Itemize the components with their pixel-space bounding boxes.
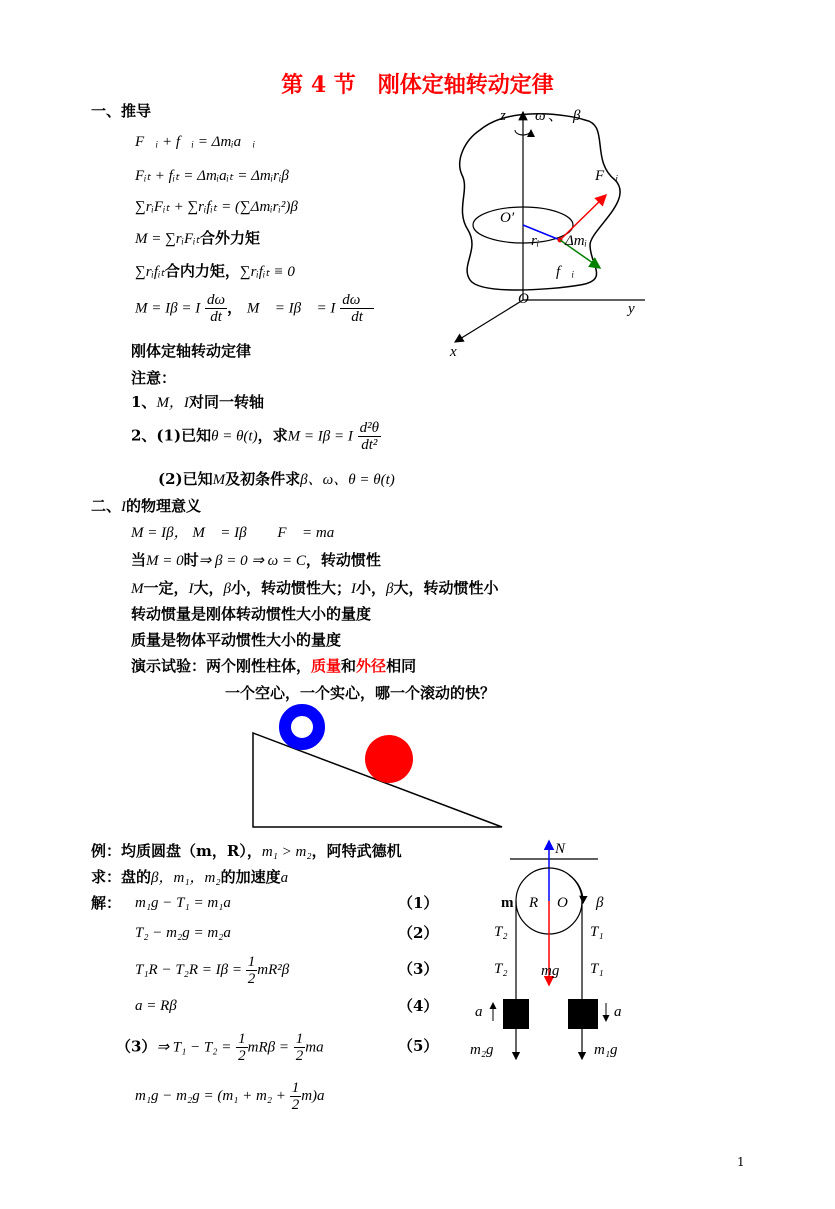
e5-frac2: $\frac{1}{2}$ bbox=[295, 1031, 304, 1064]
eq5-math: ∑rᵢfᵢₜ bbox=[135, 264, 165, 280]
sec2-line3 bbox=[131, 579, 499, 598]
l3-beta2: β bbox=[386, 581, 394, 597]
e5-c: ma bbox=[305, 1039, 324, 1056]
section2-heading bbox=[91, 497, 201, 516]
label-sep: 、 bbox=[548, 108, 564, 124]
l6-diameter: 外径 bbox=[356, 657, 387, 675]
label-a-right: a bbox=[614, 1004, 622, 1020]
section1-heading: 一、推导 bbox=[91, 102, 152, 120]
label-fi: f⃗ᵢ bbox=[556, 264, 575, 280]
l6-a: 演示试验：两个刚性柱体， bbox=[131, 657, 312, 675]
example-line2 bbox=[91, 868, 288, 887]
label-T2-lower: T₂ bbox=[494, 961, 508, 977]
label-T1-lower: T₁ bbox=[590, 961, 604, 977]
l3-b2: 小，转动惯性大； bbox=[231, 579, 352, 597]
eq-number-4: （4） bbox=[398, 997, 439, 1015]
label-mg: mg bbox=[541, 963, 560, 979]
e5-a: ⇒ T₁ − T₂ = bbox=[156, 1039, 232, 1056]
e3-a: T₁R − T₂R = Iβ = bbox=[135, 961, 243, 978]
label-z: z bbox=[500, 108, 506, 124]
label-y: y bbox=[628, 301, 635, 317]
eq-number-3: （3） bbox=[398, 960, 439, 978]
sec2-text: 的物理意义 bbox=[126, 497, 202, 515]
ex-l2-math2: a bbox=[280, 870, 289, 886]
solution-eq6 bbox=[135, 1080, 325, 1113]
eq5-text: 合内力矩， bbox=[164, 262, 240, 280]
label-O: O bbox=[557, 895, 568, 911]
note-2 bbox=[131, 420, 381, 453]
label-x: x bbox=[450, 344, 457, 360]
eq6-a: M = Iβ = I bbox=[135, 300, 201, 317]
label-a-left: a bbox=[475, 1004, 483, 1020]
label-beta: β bbox=[596, 895, 604, 911]
note2-frac: $\frac{\text{d²θ}}{\text{dt²}}$ bbox=[359, 420, 379, 453]
equation-3: ∑rᵢFᵢₜ + ∑rᵢfᵢₜ = (∑Δmᵢrᵢ²)β bbox=[135, 199, 298, 215]
l3-b4: 大，转动惯性小 bbox=[393, 579, 499, 597]
note-1 bbox=[131, 393, 264, 412]
note3-mid: 及初条件求 bbox=[225, 470, 301, 488]
sec2-line6 bbox=[131, 657, 416, 675]
sec2-line2 bbox=[131, 551, 381, 570]
label-m1g: m₁g bbox=[594, 1042, 618, 1058]
l3-beta: β bbox=[223, 581, 232, 597]
l2-math2: ⇒ β = 0 ⇒ ω = C bbox=[198, 553, 306, 569]
l2-math: M = 0 bbox=[146, 553, 184, 569]
note3-prefix: (2)已知 bbox=[158, 470, 213, 488]
e6-b: m)a bbox=[301, 1087, 325, 1104]
label-O: O bbox=[518, 291, 529, 307]
note2-mid: ，求 bbox=[257, 426, 288, 445]
eq6-frac1: $\frac{d\omega}{dt}$ bbox=[206, 292, 226, 325]
label-Fi: F⃗ᵢ bbox=[595, 168, 619, 184]
label-N: N bbox=[555, 841, 566, 857]
ri-line bbox=[523, 225, 560, 240]
sec2-line5: 质量是物体平动惯性大小的量度 bbox=[131, 631, 342, 649]
e3-frac: $\frac{1}{2}$ bbox=[247, 954, 256, 987]
ex-l2-math: β，m₁，m₂ bbox=[151, 870, 221, 886]
l2-b: 时 bbox=[183, 551, 199, 569]
note3-math1: M bbox=[212, 472, 226, 488]
beta-arrow-icon bbox=[569, 875, 583, 903]
note1-prefix: 1、 bbox=[131, 393, 157, 411]
label-m2g: m₂g bbox=[470, 1042, 494, 1058]
eq5-math2: ∑rᵢfᵢₜ ≡ 0 bbox=[239, 264, 295, 280]
law-name: 刚体定轴转动定律 bbox=[131, 342, 252, 360]
equation-2: Fᵢₜ + fᵢₜ = Δmᵢaᵢₜ = Δmᵢrᵢβ bbox=[135, 168, 289, 184]
eq-number-5: （5） bbox=[398, 1037, 439, 1055]
eq4-math: M = ∑rᵢFᵢₜ bbox=[135, 231, 200, 247]
note2-math1: θ = θ(t) bbox=[211, 428, 258, 445]
label-dmi: Δmᵢ bbox=[565, 233, 588, 249]
note-3 bbox=[158, 470, 395, 489]
solution-eq2: T₂ − m₂g = m₂a bbox=[135, 925, 231, 941]
page-number: 1 bbox=[737, 1155, 745, 1169]
equation-1: F⃗ᵢ + f⃗ᵢ = Δmᵢa⃗ᵢ bbox=[135, 134, 256, 150]
solution-eq1: m₁g − T₁ = m₁a bbox=[135, 895, 231, 911]
ex-l1-b: ，阿特武德机 bbox=[311, 842, 402, 860]
l2-a: 当 bbox=[131, 551, 147, 569]
ex-l1-math: m₁ > m₂ bbox=[261, 844, 312, 860]
block-m1 bbox=[568, 999, 598, 1029]
l6-mass: 质量 bbox=[311, 657, 342, 675]
e5-frac1: $\frac{1}{2}$ bbox=[238, 1031, 246, 1064]
note2-math2: M = Iβ = I bbox=[287, 428, 353, 445]
label-R: R bbox=[529, 895, 539, 911]
atwood-machine-figure bbox=[465, 835, 625, 1065]
e3-b: mR²β bbox=[257, 961, 290, 978]
l3-b1: 大， bbox=[193, 579, 224, 597]
l3-a: 一定， bbox=[143, 579, 189, 597]
e6-a: m₁g − m₂g = (m₁ + m₂ + bbox=[135, 1087, 286, 1104]
solution-eq4: a = Rβ bbox=[135, 998, 177, 1014]
ex-l2-a: 求：盘的 bbox=[91, 868, 152, 886]
example-line1 bbox=[91, 842, 402, 861]
label-ri: rᵢ bbox=[531, 233, 540, 249]
e5-pre: （3） bbox=[116, 1037, 157, 1056]
e6-frac: $\frac{1}{2}$ bbox=[291, 1080, 300, 1113]
hollow-cylinder bbox=[285, 710, 319, 744]
label-T1-upper: T₁ bbox=[590, 924, 604, 940]
solution-eq3 bbox=[135, 954, 289, 987]
eq6-frac2: $\frac{d\omega⃗}{dt}$ bbox=[342, 292, 372, 325]
block-m2 bbox=[503, 999, 529, 1029]
sec2-line4: 转动惯量是刚体转动惯性大小的量度 bbox=[131, 605, 372, 623]
l3-M: M bbox=[131, 581, 144, 597]
equation-5 bbox=[135, 262, 295, 281]
rigid-body-figure bbox=[440, 100, 670, 370]
eq4-text: 合外力矩 bbox=[199, 229, 260, 247]
label-beta: β bbox=[573, 108, 581, 124]
label-O-prime: O′ bbox=[500, 210, 515, 226]
note3-math2: β、ω、θ = θ(t) bbox=[300, 472, 395, 488]
label-m: m bbox=[501, 895, 514, 911]
body-outline bbox=[460, 114, 620, 290]
equation-4 bbox=[135, 229, 260, 248]
l6-c: 相同 bbox=[386, 657, 417, 675]
note2-prefix: 2、(1)已知 bbox=[131, 426, 212, 445]
eq-number-2: （2） bbox=[398, 924, 439, 942]
l3-b3: 小， bbox=[356, 579, 387, 597]
equation-6 bbox=[135, 292, 374, 325]
note-heading: 注意： bbox=[131, 369, 177, 387]
e5-b: mRβ = bbox=[247, 1039, 289, 1056]
solution-eq5 bbox=[116, 1031, 324, 1064]
l6-b: 和 bbox=[341, 657, 357, 675]
sec2-prefix: 二、 bbox=[91, 497, 122, 515]
eq6-comma: ， bbox=[227, 298, 243, 317]
sec2-math: I bbox=[121, 499, 127, 515]
label-T2-upper: T₂ bbox=[494, 924, 508, 940]
note1-math: M，I bbox=[156, 395, 189, 411]
solid-cylinder bbox=[365, 735, 413, 783]
ex-l1-a: 例：均质圆盘（m，R）， bbox=[91, 842, 262, 860]
sec2-line1: M = Iβ， M⃗ = Iβ⃗ ≅ F⃗ = ma⃗ bbox=[131, 525, 346, 541]
sec2-line7: 一个空心，一个实心，哪一个滚动的快？ bbox=[225, 684, 496, 702]
eq6-b: M⃗ = Iβ⃗ = I bbox=[246, 300, 336, 317]
eq-number-1: （1） bbox=[398, 894, 439, 912]
note1-text: 对同一转轴 bbox=[188, 393, 264, 411]
x-axis bbox=[455, 300, 523, 342]
incline-figure bbox=[250, 700, 510, 832]
l2-c: ，转动惯性 bbox=[305, 551, 381, 569]
label-omega: ω bbox=[535, 108, 546, 124]
l3-I2: I bbox=[351, 581, 357, 597]
ex-l2-b: 的加速度 bbox=[220, 868, 281, 886]
l3-I: I bbox=[188, 581, 194, 597]
solution-label: 解： bbox=[91, 894, 122, 912]
page-title: 第 4 节 刚体定轴转动定律 bbox=[281, 72, 554, 98]
